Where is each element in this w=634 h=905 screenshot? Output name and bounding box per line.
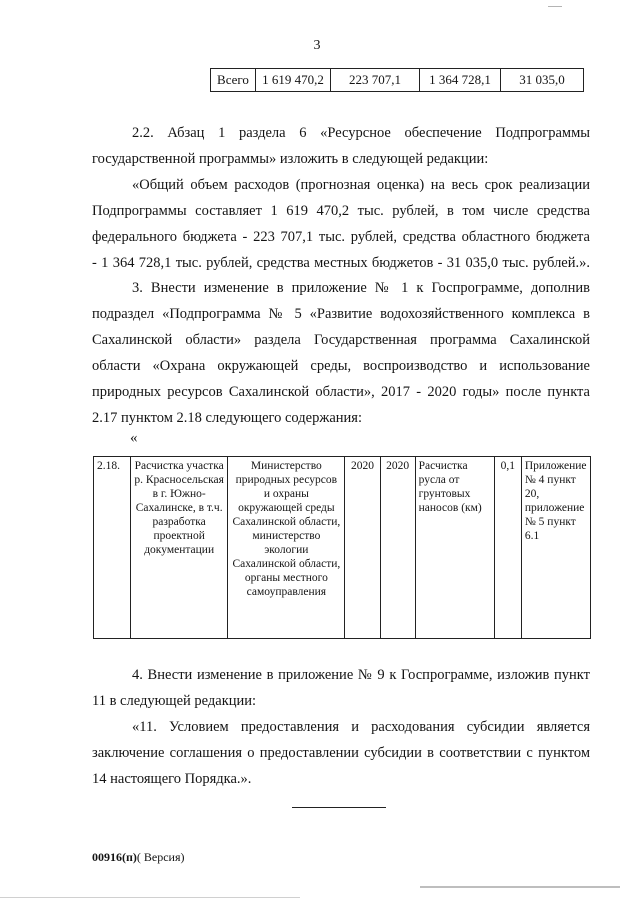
- end-rule: [292, 807, 386, 808]
- text-line: подраздел «Подпрограмма № 5 «Развитие водохозяйственного комплекса в: [92, 306, 590, 322]
- paragraph-2-2: [92, 120, 590, 172]
- item-link-cell: Приложение № 4 пункт 20, приложение № 5 пункт 6.1: [521, 457, 590, 639]
- item-executor-cell: Министерство природных ресурсов и охраны окружающей среды Сахалинской области, министерство экологии Сахалинской области, органы местного самоуправления: [228, 457, 345, 639]
- text-line: государственной программы» изложить в следующей редакции:: [92, 151, 489, 167]
- text-line: - 1 364 728,1 тыс. рублей, средства местных бюджетов - 31 035,0 тыс. рублей.».: [92, 255, 590, 271]
- document-code: 00916(п): [92, 850, 137, 864]
- item-number-cell: 2.18.: [94, 457, 131, 639]
- paragraph-4: [92, 662, 590, 714]
- total-federal-cell: 223 707,1: [331, 69, 420, 92]
- program-item-table: [93, 456, 591, 639]
- text-line: 3. Внести изменение в приложение № 1 к Госпрограмме, дополнив: [132, 280, 590, 296]
- item-year-end-cell: 2020: [380, 457, 415, 639]
- text-line: 2.17 пунктом 2.18 следующего содержания:: [92, 410, 362, 426]
- scan-artifact: [548, 6, 562, 7]
- table-row: [94, 457, 591, 639]
- table-row: [211, 69, 584, 92]
- total-all-cell: 1 619 470,2: [256, 69, 331, 92]
- item-year-start-cell: 2020: [345, 457, 380, 639]
- item-value-cell: 0,1: [494, 457, 521, 639]
- text-line: Подпрограммы составляет 1 619 470,2 тыс. рублей, в том числе средства: [92, 203, 590, 219]
- item-name-cell: Расчистка участка р. Красносельская в г. Южно-Сахалинске, в т.ч. разработка проектной документации: [131, 457, 228, 639]
- scan-artifact: [420, 886, 620, 888]
- item-indicator-cell: Расчистка русла от грунтовых наносов (км): [415, 457, 494, 639]
- text-line: 11 в следующей редакции:: [92, 693, 257, 709]
- paragraph-3: [92, 275, 590, 431]
- document-footer: [92, 850, 185, 865]
- text-line: природных ресурсов Сахалинской области», 2017 - 2020 годы» после пункта: [92, 384, 590, 400]
- scan-artifact: [0, 897, 300, 898]
- total-local-cell: 31 035,0: [501, 69, 584, 92]
- text-line: «11. Условием предоставления и расходования субсидии является: [132, 719, 590, 735]
- text-line: заключение соглашения о предоставлении субсидии в соответствии с пунктом: [92, 745, 590, 761]
- text-line: федерального бюджета - 223 707,1 тыс. рублей, средства областного бюджета: [92, 229, 590, 245]
- text-line: 4. Внести изменение в приложение № 9 к Госпрограмме, изложив пункт: [132, 667, 590, 683]
- text-line: 14 настоящего Порядка.».: [92, 771, 252, 787]
- paragraph-quote-expenses: [92, 172, 590, 276]
- total-label-cell: Всего: [211, 69, 256, 92]
- document-version: ( Версия): [136, 850, 185, 864]
- text-line: Сахалинской области» раздела Государственная программа Сахалинской: [92, 332, 590, 348]
- paragraph-11: [92, 714, 590, 792]
- text-line: 2.2. Абзац 1 раздела 6 «Ресурсное обеспечение Подпрограммы: [132, 125, 590, 141]
- text-line: области «Охрана окружающей среды, воспроизводство и использование: [92, 358, 590, 374]
- budget-total-table: [210, 68, 584, 92]
- page-number: 3: [313, 38, 321, 53]
- text-line: «Общий объем расходов (прогнозная оценка) на весь срок реализации: [132, 177, 590, 193]
- total-regional-cell: 1 364 728,1: [420, 69, 501, 92]
- quote-open-mark: «: [130, 430, 138, 446]
